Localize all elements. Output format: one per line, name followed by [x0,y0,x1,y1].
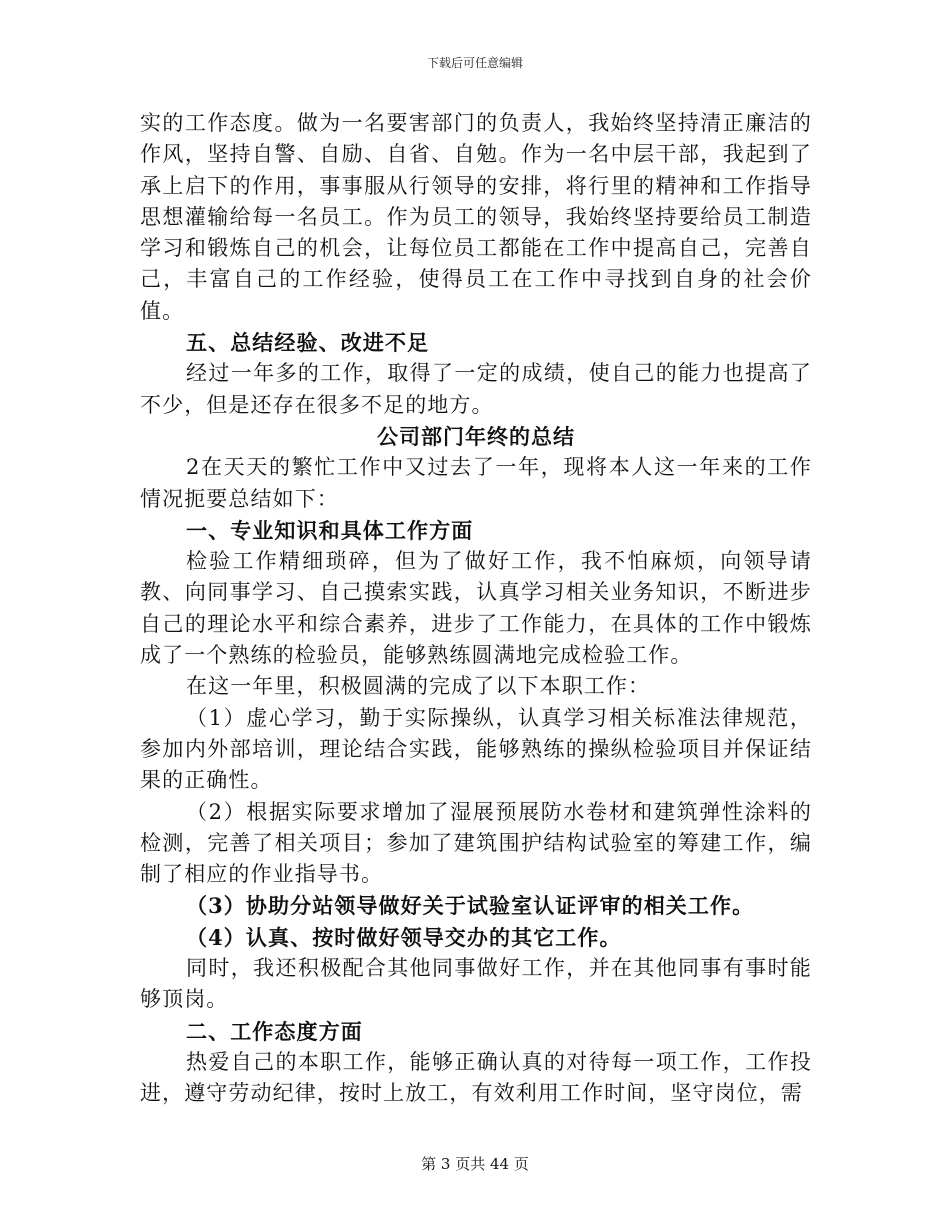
list-item-3: （3）协助分站领导做好关于试验室认证评审的相关工作。 [186,893,755,919]
paragraph-duties-intro: 在这一年里，积极圆满的完成了以下本职工作： [186,674,651,699]
paragraph-inspection-work: 检验工作精细琐碎，但为了做好工作，我不怕麻烦，向领导请教、向同事学习、自己摸索实践，认真学习相关业务知识，不断进步自己的理论水平和综合素养，进步了工作能力，在具体的工作中锻炼成了一个熟练的检验员，能够熟练圆满地完成检验工作。 [140,549,812,668]
paragraph-cooperation: 同时，我还积极配合其他同事做好工作，并在其他同事有事时能够顶岗。 [140,956,812,1012]
page-footer: 第 3 页共 44 页 [421,1155,529,1173]
paragraph-shortcomings: 经过一年多的工作，取得了一定的成绩，使自己的能力也提高了不少，但是还存在很多不足的地方。 [140,361,812,417]
paragraph-leadership: 实的工作态度。做为一名要害部门的负责人，我始终坚持清正廉洁的作风，坚持自警、自励、自省、自勉。作为一名中层干部，我起到了承上启下的作用，事事服从行领导的安排，将行里的精神和工作指导思想灌输给每一名员工。作为员工的领导，我始终坚持要给员工制造学习和锻炼自己的机会，让每位员工都能在工作中提高自己，完善自己，丰富自己的工作经验，使得员工在工作中寻找到自身的社会价值。 [140,111,812,323]
paragraph-attitude: 热爱自己的本职工作，能够正确认真的对待每一项工作，工作投进，遵守劳动纪律，按时上放工，有效利用工作时间，坚守岗位，需 [140,1049,812,1106]
list-item-4: （4）认真、按时做好领导交办的其它工作。 [186,924,622,950]
page-header: 下载后可任意编辑 [426,56,523,70]
list-item-1: （1）虚心学习，勤于实际操纵，认真学习相关标准法律规范，参加内外部培训，理论结合实践，能够熟练的操纵检验项目并保证结果的正确性。 [140,705,812,793]
section-title: 公司部门年终的总结 [377,423,575,449]
heading-work-attitude: 二、工作态度方面 [186,1018,363,1044]
heading-summary-experience: 五、总结经验、改进不足 [186,330,430,356]
document-body [140,108,812,1110]
paragraph-intro: 2在天天的繁忙工作中又过去了一年，现将本人这一年来的工作情况扼要总结如下： [140,455,812,511]
list-item-2: （2）根据实际要求增加了湿展预展防水卷材和建筑弹性涂料的检测，完善了相关项目；参加了建筑围护结构试验室的筹建工作，编制了相应的作业指导书。 [140,799,812,887]
heading-professional-knowledge: 一、专业知识和具体工作方面 [186,517,474,543]
